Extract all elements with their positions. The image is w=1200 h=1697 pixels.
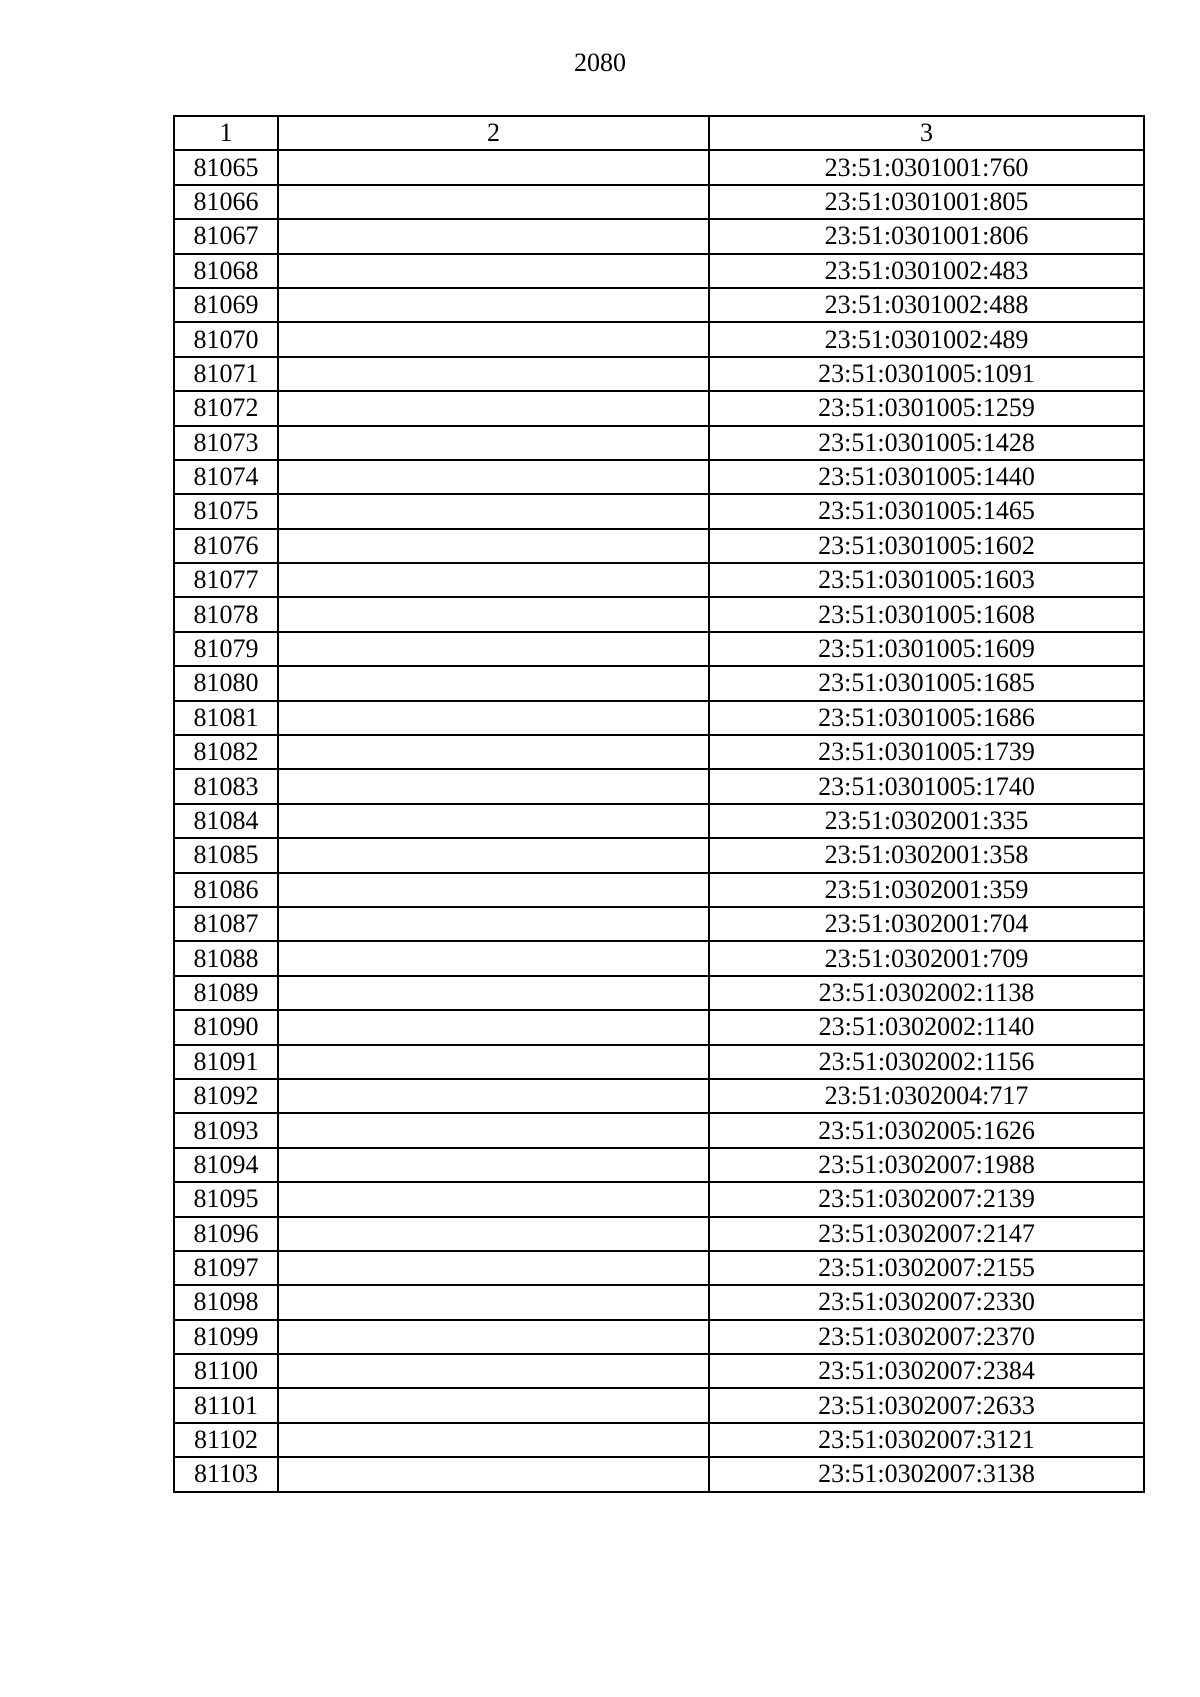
cadastral-number-cell: 23:51:0302007:2633 <box>709 1388 1144 1422</box>
cadastral-number-cell: 23:51:0302007:3138 <box>709 1457 1144 1491</box>
row-number-cell: 81094 <box>174 1148 278 1182</box>
cadastral-number-cell: 23:51:0301002:488 <box>709 288 1144 322</box>
table-row <box>174 1217 1144 1251</box>
table-row <box>174 288 1144 322</box>
row-number-cell: 81095 <box>174 1182 278 1216</box>
table-row <box>174 563 1144 597</box>
row-name-cell <box>278 1079 709 1113</box>
row-name-cell <box>278 494 709 528</box>
row-name-cell <box>278 1354 709 1388</box>
row-number-cell: 81079 <box>174 632 278 666</box>
row-number-cell: 81103 <box>174 1457 278 1491</box>
table-row <box>174 460 1144 494</box>
row-name-cell <box>278 219 709 253</box>
row-name-cell <box>278 150 709 184</box>
page-number: 2080 <box>574 48 626 77</box>
table-row <box>174 976 1144 1010</box>
row-number-cell: 81087 <box>174 907 278 941</box>
row-number-cell: 81074 <box>174 460 278 494</box>
column-header-3: 3 <box>709 116 1144 150</box>
cadastral-number-cell: 23:51:0302007:2384 <box>709 1354 1144 1388</box>
cadastral-number-cell: 23:51:0301005:1608 <box>709 597 1144 631</box>
row-name-cell <box>278 426 709 460</box>
cadastral-number-cell: 23:51:0302007:1988 <box>709 1148 1144 1182</box>
table-row <box>174 322 1144 356</box>
table-row <box>174 941 1144 975</box>
table-header-row <box>174 116 1144 150</box>
cadastral-number-cell: 23:51:0301005:1091 <box>709 357 1144 391</box>
row-number-cell: 81100 <box>174 1354 278 1388</box>
table-row <box>174 1285 1144 1319</box>
row-name-cell <box>278 1388 709 1422</box>
cadastral-number-cell: 23:51:0301005:1685 <box>709 666 1144 700</box>
row-number-cell: 81097 <box>174 1251 278 1285</box>
cadastral-number-cell: 23:51:0301005:1465 <box>709 494 1144 528</box>
cadastral-number-cell: 23:51:0302001:709 <box>709 941 1144 975</box>
table-row <box>174 426 1144 460</box>
row-name-cell <box>278 185 709 219</box>
cadastral-number-cell: 23:51:0301005:1428 <box>709 426 1144 460</box>
row-number-cell: 81077 <box>174 563 278 597</box>
table-row <box>174 391 1144 425</box>
cadastral-number-cell: 23:51:0302004:717 <box>709 1079 1144 1113</box>
cadastral-number-cell: 23:51:0301001:805 <box>709 185 1144 219</box>
table-row <box>174 1320 1144 1354</box>
row-number-cell: 81083 <box>174 769 278 803</box>
row-number-cell: 81089 <box>174 976 278 1010</box>
table-row <box>174 1045 1144 1079</box>
cadastral-number-cell: 23:51:0302007:3121 <box>709 1423 1144 1457</box>
row-name-cell <box>278 254 709 288</box>
register-table <box>173 115 1145 1493</box>
table-row <box>174 1251 1144 1285</box>
row-number-cell: 81067 <box>174 219 278 253</box>
cadastral-number-cell: 23:51:0301005:1740 <box>709 769 1144 803</box>
row-name-cell <box>278 1423 709 1457</box>
row-name-cell <box>278 563 709 597</box>
row-name-cell <box>278 838 709 872</box>
row-number-cell: 81091 <box>174 1045 278 1079</box>
table-row <box>174 150 1144 184</box>
cadastral-number-cell: 23:51:0301002:483 <box>709 254 1144 288</box>
row-number-cell: 81068 <box>174 254 278 288</box>
table-row <box>174 666 1144 700</box>
table-row <box>174 529 1144 563</box>
row-name-cell <box>278 460 709 494</box>
row-number-cell: 81065 <box>174 150 278 184</box>
table-row <box>174 769 1144 803</box>
cadastral-number-cell: 23:51:0302001:359 <box>709 873 1144 907</box>
row-number-cell: 81086 <box>174 873 278 907</box>
cadastral-number-cell: 23:51:0301005:1609 <box>709 632 1144 666</box>
table-row <box>174 1113 1144 1147</box>
cadastral-number-cell: 23:51:0301001:806 <box>709 219 1144 253</box>
table-row <box>174 1457 1144 1491</box>
row-number-cell: 81066 <box>174 185 278 219</box>
row-number-cell: 81093 <box>174 1113 278 1147</box>
table-row <box>174 357 1144 391</box>
cadastral-number-cell: 23:51:0302001:335 <box>709 804 1144 838</box>
table-row <box>174 1079 1144 1113</box>
column-header-1: 1 <box>174 116 278 150</box>
table-body <box>174 116 1144 1492</box>
table-row <box>174 1423 1144 1457</box>
table-row <box>174 185 1144 219</box>
table-row <box>174 907 1144 941</box>
row-number-cell: 81070 <box>174 322 278 356</box>
table-row <box>174 701 1144 735</box>
row-number-cell: 81101 <box>174 1388 278 1422</box>
table-row <box>174 254 1144 288</box>
cadastral-number-cell: 23:51:0302001:358 <box>709 838 1144 872</box>
row-number-cell: 81082 <box>174 735 278 769</box>
row-name-cell <box>278 1320 709 1354</box>
row-name-cell <box>278 1148 709 1182</box>
cadastral-number-cell: 23:51:0301005:1259 <box>709 391 1144 425</box>
cadastral-number-cell: 23:51:0301005:1603 <box>709 563 1144 597</box>
row-number-cell: 81069 <box>174 288 278 322</box>
cadastral-number-cell: 23:51:0302007:2330 <box>709 1285 1144 1319</box>
cadastral-number-cell: 23:51:0301005:1602 <box>709 529 1144 563</box>
row-name-cell <box>278 1285 709 1319</box>
row-number-cell: 81096 <box>174 1217 278 1251</box>
row-name-cell <box>278 322 709 356</box>
table-row <box>174 1354 1144 1388</box>
cadastral-number-cell: 23:51:0302007:2147 <box>709 1217 1144 1251</box>
table-row <box>174 735 1144 769</box>
cadastral-number-cell: 23:51:0302005:1626 <box>709 1113 1144 1147</box>
cadastral-number-cell: 23:51:0302001:704 <box>709 907 1144 941</box>
row-name-cell <box>278 1457 709 1491</box>
row-name-cell <box>278 769 709 803</box>
row-number-cell: 81080 <box>174 666 278 700</box>
cadastral-number-cell: 23:51:0302002:1138 <box>709 976 1144 1010</box>
row-name-cell <box>278 701 709 735</box>
row-name-cell <box>278 941 709 975</box>
cadastral-number-cell: 23:51:0302007:2155 <box>709 1251 1144 1285</box>
row-name-cell <box>278 1182 709 1216</box>
row-number-cell: 81085 <box>174 838 278 872</box>
row-number-cell: 81098 <box>174 1285 278 1319</box>
row-number-cell: 81071 <box>174 357 278 391</box>
cadastral-number-cell: 23:51:0302002:1156 <box>709 1045 1144 1079</box>
cadastral-number-cell: 23:51:0302002:1140 <box>709 1010 1144 1044</box>
table-row <box>174 632 1144 666</box>
table-row <box>174 597 1144 631</box>
row-name-cell <box>278 804 709 838</box>
row-name-cell <box>278 1113 709 1147</box>
row-name-cell <box>278 976 709 1010</box>
cadastral-number-cell: 23:51:0302007:2139 <box>709 1182 1144 1216</box>
row-name-cell <box>278 391 709 425</box>
row-name-cell <box>278 1217 709 1251</box>
table-row <box>174 1182 1144 1216</box>
table-row <box>174 1010 1144 1044</box>
row-name-cell <box>278 632 709 666</box>
row-name-cell <box>278 666 709 700</box>
table-row <box>174 804 1144 838</box>
row-name-cell <box>278 357 709 391</box>
row-number-cell: 81088 <box>174 941 278 975</box>
row-name-cell <box>278 288 709 322</box>
cadastral-number-cell: 23:51:0302007:2370 <box>709 1320 1144 1354</box>
table-row <box>174 838 1144 872</box>
row-number-cell: 81099 <box>174 1320 278 1354</box>
row-name-cell <box>278 529 709 563</box>
row-number-cell: 81076 <box>174 529 278 563</box>
row-name-cell <box>278 1251 709 1285</box>
row-number-cell: 81075 <box>174 494 278 528</box>
row-name-cell <box>278 873 709 907</box>
table-row <box>174 1148 1144 1182</box>
row-name-cell <box>278 1010 709 1044</box>
row-number-cell: 81084 <box>174 804 278 838</box>
row-number-cell: 81102 <box>174 1423 278 1457</box>
row-name-cell <box>278 597 709 631</box>
row-number-cell: 81072 <box>174 391 278 425</box>
row-number-cell: 81081 <box>174 701 278 735</box>
row-name-cell <box>278 907 709 941</box>
row-number-cell: 81073 <box>174 426 278 460</box>
table-row <box>174 494 1144 528</box>
row-number-cell: 81078 <box>174 597 278 631</box>
row-name-cell <box>278 735 709 769</box>
table-row <box>174 1388 1144 1422</box>
cadastral-number-cell: 23:51:0301005:1686 <box>709 701 1144 735</box>
row-number-cell: 81090 <box>174 1010 278 1044</box>
cadastral-number-cell: 23:51:0301005:1440 <box>709 460 1144 494</box>
column-header-2: 2 <box>278 116 709 150</box>
table-row <box>174 873 1144 907</box>
row-number-cell: 81092 <box>174 1079 278 1113</box>
cadastral-number-cell: 23:51:0301001:760 <box>709 150 1144 184</box>
cadastral-number-cell: 23:51:0301005:1739 <box>709 735 1144 769</box>
cadastral-number-cell: 23:51:0301002:489 <box>709 322 1144 356</box>
table-row <box>174 219 1144 253</box>
row-name-cell <box>278 1045 709 1079</box>
